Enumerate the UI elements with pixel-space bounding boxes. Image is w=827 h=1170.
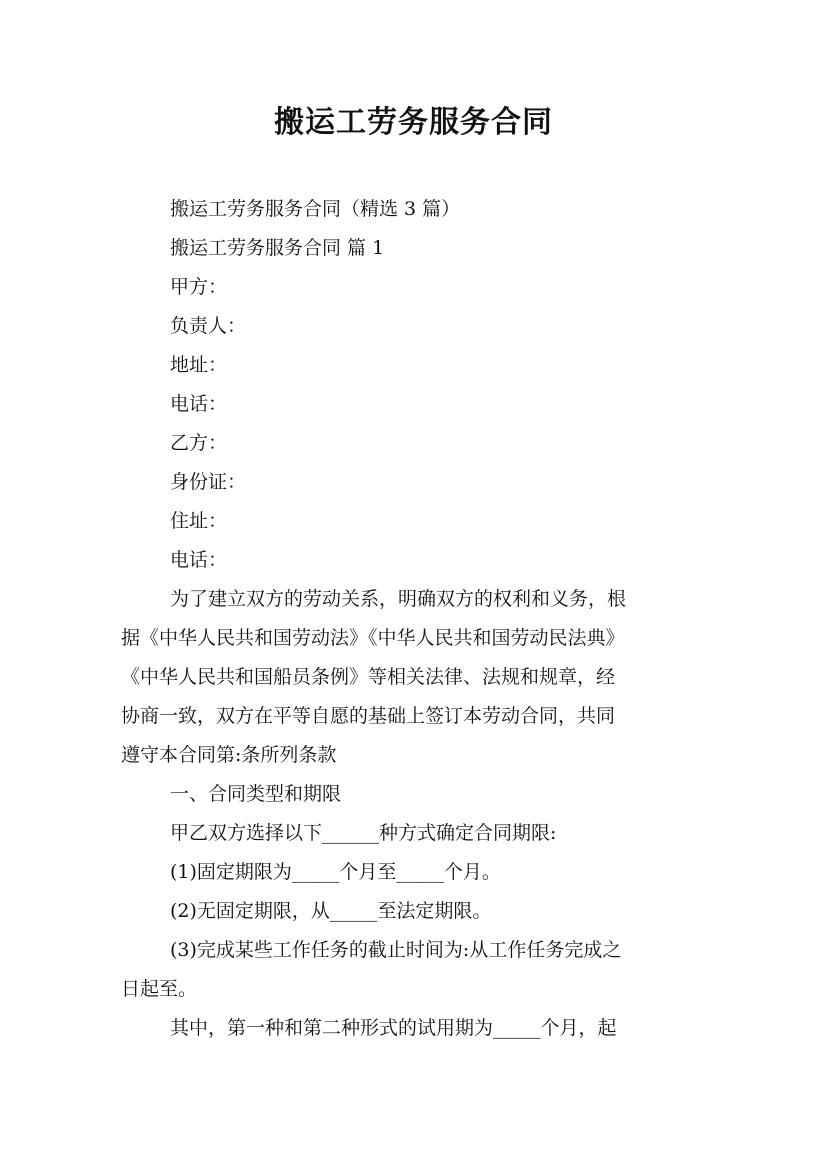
- option-line: (2)无固定期限，从_____至法定期限。: [170, 900, 492, 922]
- party-b-label: 乙方：: [170, 432, 228, 454]
- subtitle-line: 搬运工劳务服务合同（精选 3 篇）: [170, 198, 461, 220]
- phone-label-b: 电话：: [170, 549, 228, 571]
- paragraph-line: 协商一致，双方在平等自愿的基础上签订本劳动合同，共同: [121, 705, 616, 727]
- section-heading-line: 搬运工劳务服务合同 篇 1: [170, 237, 385, 259]
- paragraph-line: 为了建立双方的劳动关系，明确双方的权利和义务，根: [170, 588, 627, 610]
- option-line: (3)完成某些工作任务的截止时间为:从工作任务完成之: [170, 939, 622, 961]
- address-label: 地址：: [170, 354, 228, 376]
- paragraph-line: 日起至。: [121, 978, 198, 1000]
- clause-heading: 一、合同类型和期限: [170, 783, 342, 805]
- party-a-label: 甲方：: [170, 276, 228, 298]
- id-card-label: 身份证：: [170, 471, 247, 493]
- document-body: [121, 190, 721, 1048]
- option-line: (1)固定期限为_____个月至_____个月。: [170, 861, 501, 883]
- responsible-person-label: 负责人：: [170, 315, 247, 337]
- paragraph-line: 《中华人民共和国船员条例》等相关法律、法规和规章，经: [121, 666, 616, 688]
- residence-label: 住址：: [170, 510, 228, 532]
- paragraph-line: 甲乙双方选择以下______种方式确定合同期限:: [170, 822, 557, 844]
- paragraph-line: 遵守本合同第:条所列条款: [121, 744, 337, 766]
- paragraph-line: 据《中华人民共和国劳动法》《中华人民共和国劳动民法典》: [121, 627, 625, 649]
- paragraph-line: 其中，第一种和第二种形式的试用期为_____个月，起: [170, 1017, 617, 1039]
- document-title: 搬运工劳务服务合同: [274, 105, 553, 140]
- phone-label: 电话：: [170, 393, 228, 415]
